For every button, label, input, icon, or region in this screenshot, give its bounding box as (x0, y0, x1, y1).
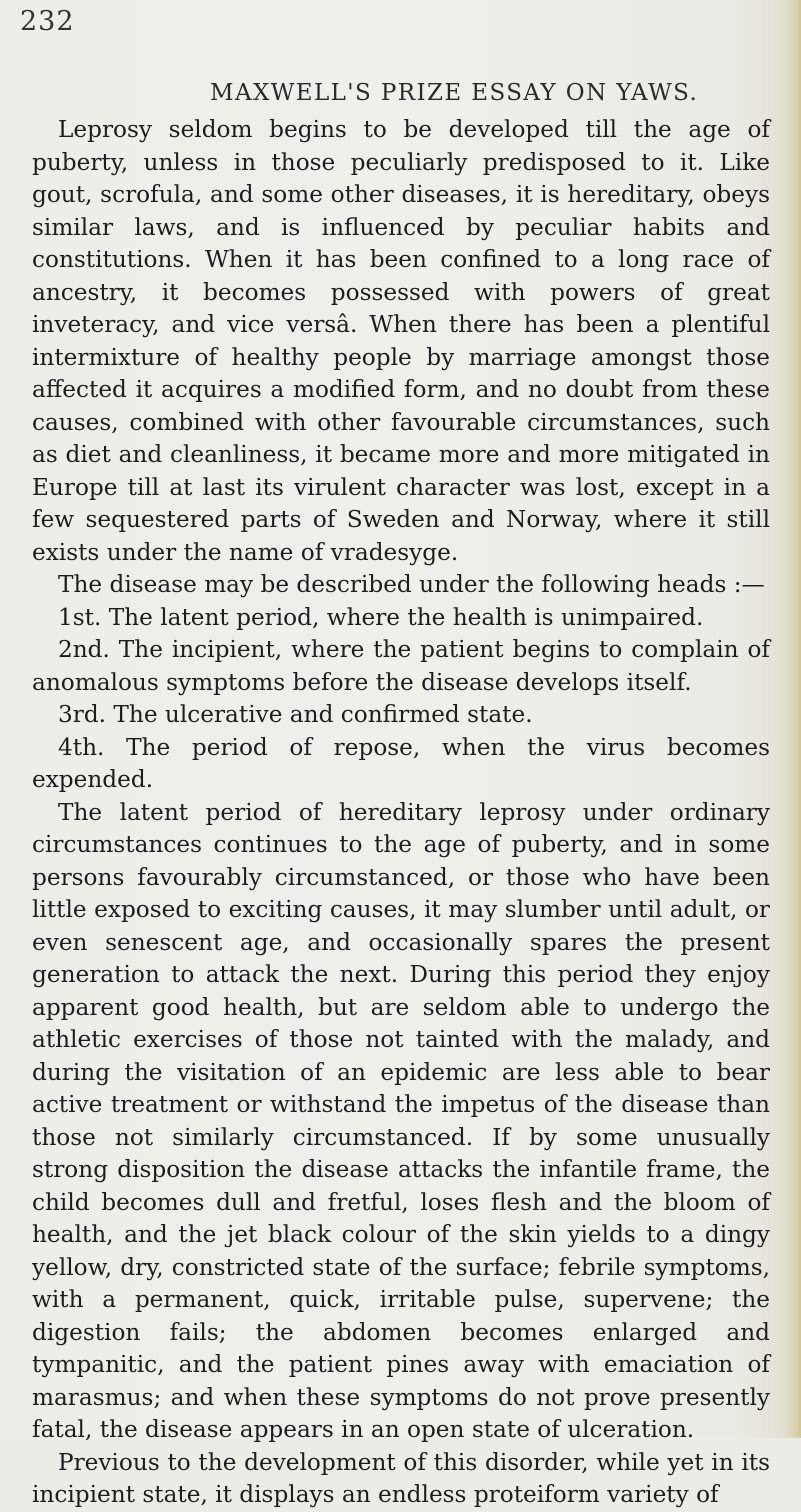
paragraph-leprosy-heredity: Leprosy seldom begins to be developed till the age of puberty, unless in those peculiarly predisposed to it. Like gout, scrofula, and some other diseases, it is hereditary, obeys similar laws, and is influenced by peculiar habits and constitutions. When it has been confined to a long race of ancestry, it becomes possessed with powers of great inveteracy, and vice versâ. When there has been a plentiful intermixture of healthy people by marriage amongst those affected it acquires a modified form, and no doubt from these causes, combined with other favourable circumstances, such as diet and cleanliness, it became more and more mitigated in Europe till at last its virulent character was lost, except in a few sequestered parts of Sweden and Norway, where it still exists under the name of vradesyge. (32, 116, 770, 566)
page-number: 232 (20, 6, 75, 37)
page-edge-shadow (787, 0, 801, 1438)
paragraph-previous-development: Previous to the development of this disorder, while yet in its incipient state, it displays an endless proteiform variety of (32, 1448, 770, 1508)
stage-item-first: 1st. The latent period, where the health is unimpaired. (58, 603, 704, 631)
stage-item-fourth: 4th. The period of repose, when the virus becomes expended. (32, 733, 770, 793)
stage-item-second: 2nd. The incipient, where the patient begins to complain of anomalous symptoms before the disease develops itself. (32, 636, 770, 696)
running-head-title: MAXWELL'S PRIZE ESSAY ON YAWS. (210, 80, 699, 106)
paragraph-latent-period: The latent period of hereditary leprosy under ordinary circumstances continues to the age of puberty, and in some persons favourably circumstanced, or those who have been little exposed to exciting causes, it may slumber until adult, or even senescent age, and occasionally spares the present generation to attack the next. During this period they enjoy apparent good health, but are seldom able to undergo the athletic exercises of those not tainted with the malady, and during the visitation of an epidemic are less able to bear active treatment or withstand the impetus of the disease than those not similarly circumstanced. If by some unusually strong disposition the disease attacks the infantile frame, the child becomes dull and fretful, loses flesh and the bloom of health, and the jet black colour of the skin yields to a dingy yellow, dry, constricted state of the surface; febrile symptoms, with a permanent, quick, irritable pulse, supervene; the digestion fails; the abdomen becomes enlarged and tympanitic, and the patient pines away with emaciation of marasmus; and when these symptoms do not prove presently fatal, the disease appears in an open state of ulceration. (32, 798, 770, 1443)
stage-item-third: 3rd. The ulcerative and confirmed state. (58, 701, 533, 728)
body-text (32, 114, 770, 1512)
paragraph-heads-intro: The disease may be described under the following heads :— (58, 571, 765, 598)
